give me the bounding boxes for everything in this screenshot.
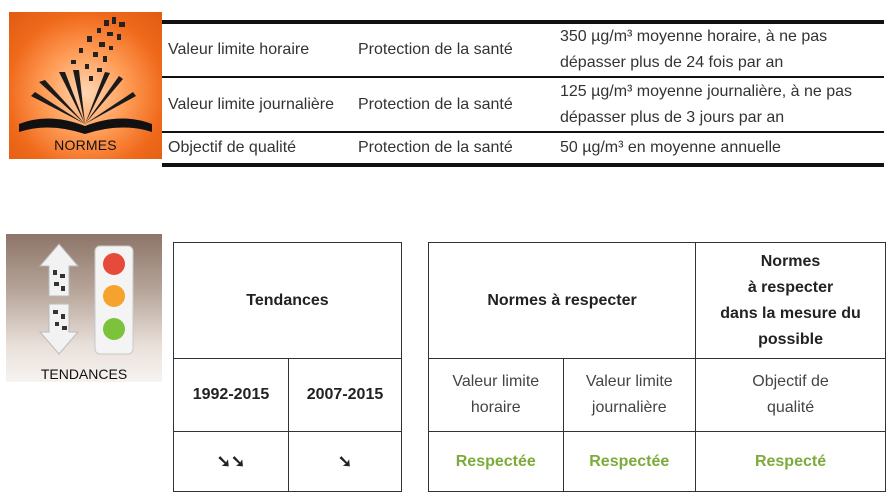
column-valeur-horaire: Valeur limite horaire (429, 359, 564, 432)
orange-light (103, 285, 125, 307)
norm-type: Valeur limite journalière (162, 77, 352, 132)
status-badge: Respecté (696, 432, 886, 492)
normes-possible-header: Normes à respecter dans la mesure du possible (696, 243, 886, 359)
green-light (103, 318, 125, 340)
period-1992-2015: 1992-2015 (174, 359, 289, 432)
norms-table (162, 20, 884, 167)
tendances-header: Tendances (174, 243, 402, 359)
norm-purpose: Protection de la santé (352, 77, 554, 132)
period-2007-2015: 2007-2015 (289, 359, 402, 432)
normes-header: Normes à respecter (429, 243, 696, 359)
tendances-table (173, 242, 402, 492)
trend-down-icon: ➘ (289, 432, 402, 492)
norm-value: 50 µg/m³ en moyenne annuelle (554, 132, 884, 165)
norm-purpose: Protection de la santé (352, 22, 554, 77)
table-row (162, 132, 884, 165)
status-badge: Respectée (429, 432, 564, 492)
norm-value: 125 µg/m³ moyenne journalière, à ne pas dépasser plus de 3 jours par an (554, 77, 884, 132)
traffic-light-icon (6, 234, 162, 382)
norm-purpose: Protection de la santé (352, 132, 554, 165)
tendances-label: TENDANCES (40, 366, 128, 382)
status-badge: Respectée (563, 432, 696, 492)
norm-type: Objectif de qualité (162, 132, 352, 165)
red-light (103, 253, 125, 275)
norm-type: Valeur limite horaire (162, 22, 352, 77)
table-row (162, 22, 884, 77)
normes-table (428, 242, 886, 492)
normes-logo (9, 12, 162, 159)
column-objectif-qualite: Objectif de qualité (696, 359, 886, 432)
norm-value: 350 µg/m³ moyenne horaire, à ne pas dépasser plus de 24 fois par an (554, 22, 884, 77)
table-row (162, 77, 884, 132)
column-valeur-journaliere: Valeur limite journalière (563, 359, 696, 432)
normes-label: NORMES (54, 137, 117, 153)
trend-down-strong-icon: ➘➘ (174, 432, 289, 492)
tendances-logo (6, 234, 162, 382)
